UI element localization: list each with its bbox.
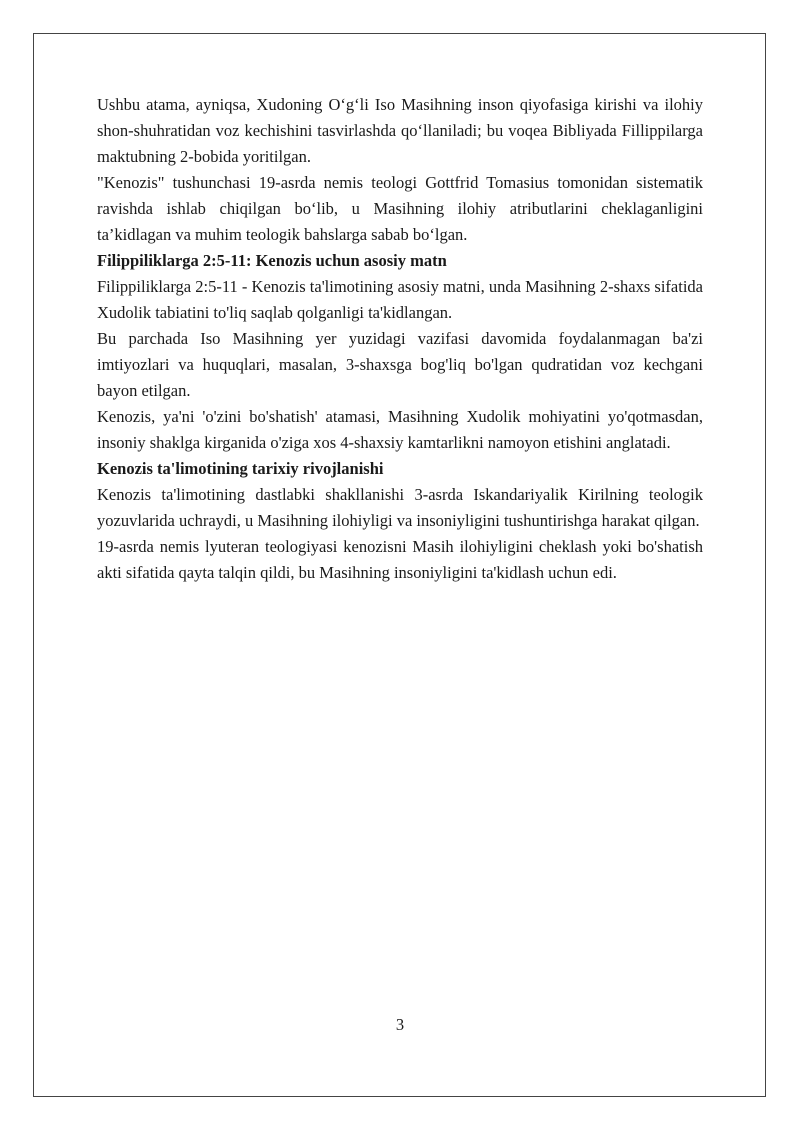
section-heading: Kenozis ta'limotining tarixiy rivojlanishi: [97, 459, 384, 478]
paragraph: Filippiliklarga 2:5-11 - Kenozis ta'limotining asosiy matni, unda Masihning 2-shaxs sifatida Xudolik tabiatini to'liq saqlab qolganligi ta'kidlangan.: [97, 277, 703, 322]
page-content: [97, 92, 703, 586]
paragraph: Ushbu atama, ayniqsa, Xudoning O‘g‘li Iso Masihning inson qiyofasiga kirishi va ilohiy shon-shuhratidan voz kechishini tasvirlashda qo‘llaniladi; bu voqea Bibliyada Fillippilarga maktubning 2-bobida yoritilgan.: [97, 95, 703, 166]
paragraph: Kenozis, ya'ni 'o'zini bo'shatish' atamasi, Masihning Xudolik mohiyatini yo'qotmasdan, insoniy shaklga kirganida o'ziga xos 4-shaxsiy kamtarlikni namoyon etishini anglatadi.: [97, 407, 703, 452]
page-number: 3: [395, 1015, 405, 1034]
section-heading: Filippiliklarga 2:5-11: Kenozis uchun asosiy matn: [97, 251, 447, 270]
paragraph: Bu parchada Iso Masihning yer yuzidagi vazifasi davomida foydalanmagan ba'zi imtiyozlari va huquqlari, masalan, 3-shaxsga bog'liq bo'lgan qudratidan voz kechgani bayon etilgan.: [97, 329, 703, 400]
paragraph: 19-asrda nemis lyuteran teologiyasi kenozisni Masih ilohiyligini cheklash yoki bo'shatish akti sifatida qayta talqin qildi, bu Masihning insoniyligini ta'kidlash uchun edi.: [97, 537, 703, 582]
paragraph: "Kenozis" tushunchasi 19-asrda nemis teologi Gottfrid Tomasius tomonidan sistematik ravishda ishlab chiqilgan bo‘lib, u Masihning ilohiy atributlarini cheklaganligini ta’kidlagan va muhim teologik bahslarga sabab bo‘lgan.: [97, 173, 703, 244]
paragraph: Kenozis ta'limotining dastlabki shakllanishi 3-asrda Iskandariyalik Kirilning teologik yozuvlarida uchraydi, u Masihning ilohiyligi va insoniyligini tushuntirishga harakat qilgan.: [97, 485, 703, 530]
